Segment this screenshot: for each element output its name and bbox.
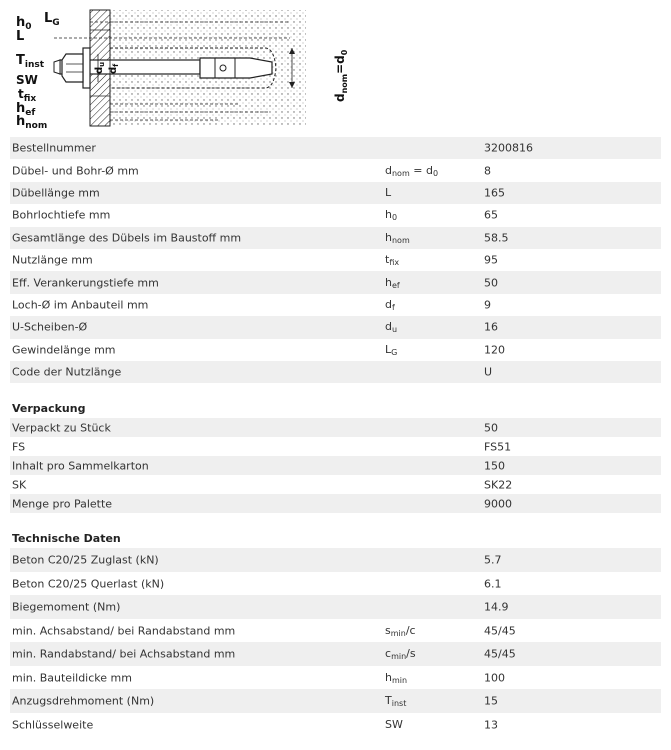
- spec-row: [10, 642, 661, 666]
- spec-symbol: L: [385, 185, 392, 199]
- spec-value: 13: [484, 718, 498, 732]
- spec-value: 165: [484, 186, 505, 200]
- spec-symbol: $s_{min}/c$: [385, 623, 416, 638]
- spec-row: [10, 494, 661, 513]
- spec-label: Bohrlochtiefe mm: [12, 208, 111, 222]
- spec-row: [10, 182, 661, 204]
- spec-label: SK: [12, 478, 27, 492]
- spec-value: 120: [484, 343, 505, 357]
- spec-row: [10, 713, 661, 737]
- section-title: Technische Daten: [12, 532, 121, 546]
- label-dnom-d0: $d_{nom}=d_0$: [333, 49, 349, 102]
- verpackung-rows: [10, 418, 661, 513]
- spec-row: [10, 689, 661, 713]
- spec-label: Code der Nutzlänge: [12, 365, 122, 379]
- label-h0: $h_0$: [16, 15, 32, 32]
- spec-row: [10, 666, 661, 690]
- spec-row: [10, 294, 661, 316]
- spec-value: 95: [484, 253, 498, 267]
- spec-value: 65: [484, 208, 498, 222]
- spec-label: Schlüsselweite: [12, 718, 94, 732]
- spec-row: [10, 361, 661, 383]
- label-l: L: [16, 29, 25, 44]
- label-lg: $L_G$: [44, 11, 60, 28]
- spec-label: Beton C20/25 Querlast (kN): [12, 577, 165, 591]
- section-header-technische-daten: [10, 513, 661, 548]
- spec-value: FS51: [484, 440, 512, 454]
- spec-row: [10, 475, 661, 494]
- label-df: $d_f$: [108, 63, 120, 74]
- hex-nut: [62, 54, 83, 82]
- spec-row: [10, 572, 661, 596]
- spec-row: [10, 204, 661, 226]
- expansion-sleeve: [200, 58, 272, 78]
- section-title: Verpackung: [12, 402, 86, 416]
- label-tinst: $T_{inst}$: [16, 53, 45, 70]
- spec-value: 15: [484, 694, 498, 708]
- label-du: $d_u$: [94, 61, 106, 74]
- spec-label: min. Achsabstand/ bei Randabstand mm: [12, 624, 236, 638]
- spec-value: 5.7: [484, 553, 502, 567]
- spec-label: min. Randabstand/ bei Achsabstand mm: [12, 647, 236, 661]
- label-sw: SW: [16, 73, 38, 87]
- spec-label: Eff. Verankerungstiefe mm: [12, 276, 159, 290]
- spec-value: 16: [484, 320, 498, 334]
- spec-symbol: $h_0$: [385, 208, 398, 223]
- spec-label: Gewindelänge mm: [12, 343, 116, 357]
- spec-label: Dübel- und Bohr-Ø mm: [12, 164, 139, 178]
- spec-value: 45/45: [484, 647, 516, 661]
- spec-label: Inhalt pro Sammelkarton: [12, 459, 149, 473]
- spec-value: 6.1: [484, 577, 502, 591]
- label-tfix: $t_{fix}$: [18, 87, 37, 104]
- spec-value: 9: [484, 298, 491, 312]
- spec-value: 50: [484, 421, 498, 435]
- spec-symbol: $h_{ef}$: [385, 275, 400, 290]
- spec-label: Menge pro Palette: [12, 497, 113, 511]
- spec-symbol: $h_{min}$: [385, 670, 408, 685]
- spec-label: Verpackt zu Stück: [12, 421, 111, 435]
- spec-symbol: $T_{inst}$: [385, 694, 407, 709]
- spec-value: 50: [484, 276, 498, 290]
- spec-value: 9000: [484, 497, 512, 511]
- spec-label: Bestellnummer: [12, 141, 96, 155]
- spec-label: Dübellänge mm: [12, 186, 100, 200]
- spec-row: [10, 227, 661, 249]
- spec-value: 100: [484, 671, 505, 685]
- spec-row: [10, 437, 661, 456]
- spec-label: Nutzlänge mm: [12, 253, 93, 267]
- spec-label: Gesamtlänge des Dübels im Baustoff mm: [12, 231, 242, 245]
- spec-value: 45/45: [484, 624, 516, 638]
- spec-label: Loch-Ø im Anbauteil mm: [12, 298, 149, 312]
- spec-row: [10, 316, 661, 338]
- spec-row: [10, 137, 661, 159]
- spec-label: Anzugsdrehmoment (Nm): [12, 694, 155, 708]
- spec-symbol: $h_{nom}$: [385, 230, 410, 245]
- spec-label: min. Bauteildicke mm: [12, 671, 132, 685]
- spec-symbol: SW: [385, 717, 403, 731]
- spec-symbol: $c_{min}/s$: [385, 647, 416, 662]
- spec-row: [10, 456, 661, 475]
- main-spec-rows: [10, 137, 661, 383]
- spec-value: 58.5: [484, 231, 509, 245]
- spec-symbol: $L_G$: [385, 342, 398, 357]
- anchor-technical-drawing: [10, 8, 349, 131]
- technik-rows: [10, 548, 661, 736]
- spec-label: Biegemoment (Nm): [12, 600, 121, 614]
- spec-value: U: [484, 365, 493, 379]
- spec-value: 8: [484, 164, 491, 178]
- label-hnom: $h_{nom}$: [16, 114, 48, 131]
- specification-table: [10, 137, 661, 736]
- spec-symbol: $d_f$: [385, 297, 395, 312]
- spec-row: [10, 548, 661, 572]
- spec-symbol: $t_{fix}$: [385, 253, 400, 268]
- spec-value: 150: [484, 459, 505, 473]
- label-hef: $h_{ef}$: [16, 101, 36, 118]
- spec-label: Beton C20/25 Zuglast (kN): [12, 553, 159, 567]
- spec-row: [10, 339, 661, 361]
- spec-label: U-Scheiben-Ø: [12, 320, 88, 334]
- spec-value: SK22: [484, 478, 513, 492]
- spec-symbol: $d_u$: [385, 320, 398, 335]
- spec-row: [10, 271, 661, 293]
- spec-label: FS: [12, 440, 26, 454]
- spec-row: [10, 249, 661, 271]
- washer: [83, 48, 90, 88]
- section-header-verpackung: [10, 383, 661, 418]
- spec-value: 14.9: [484, 600, 509, 614]
- spec-row: [10, 418, 661, 437]
- spec-row: [10, 159, 661, 181]
- spec-value: 3200816: [484, 141, 533, 155]
- spec-row: [10, 595, 661, 619]
- spec-row: [10, 619, 661, 643]
- spec-symbol: $d_{nom} = d_0$: [385, 163, 439, 178]
